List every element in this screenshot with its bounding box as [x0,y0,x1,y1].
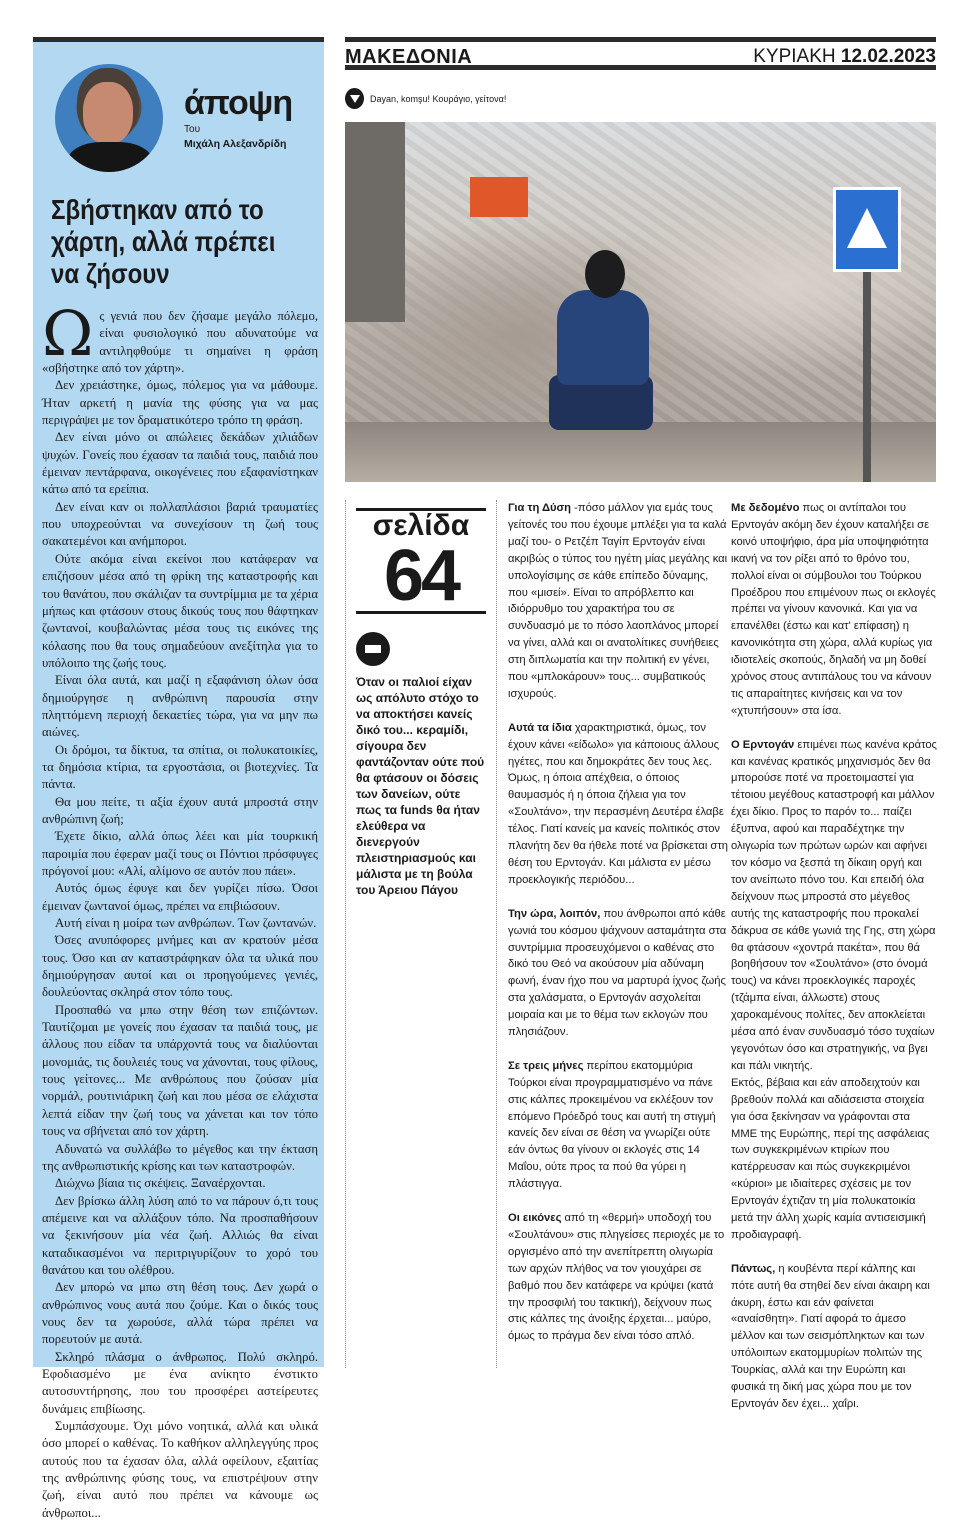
paragraph: Δεν βρίσκω άλλη λύση από το να πάρουν ό,τι τους απέμεινε και να αλλάξουν τόπο. Να προσπαθήσουν να ξεκινήσουν μία νέα ζωή. Αλλιώς θα είναι καταδικασμένοι να περιτριγυρίζουν το χορό του θανάτου και του ολέθρου. [42,1193,318,1277]
paragraph: Όσες ανυπόφορες μνήμες και αν κρατούν μέσα τους. Όσο και αν καταστράφηκαν όλα τα υλικά που δημιούργησαν αυτοί και οι προηγούμενες γενιές, δουλεύοντας σκληρά στον τόπο τους. [42,933,318,1000]
paragraph: Δεν είναι μόνο οι απώλειες δεκάδων χιλιάδων ψυχών. Γονείς που έχασαν τα παιδιά τους, παιδιά που έμειναν πεντάρφανα, οικογένειες που εξαφανίστηκαν κάτω από τα ερείπια. [42,430,318,497]
paragraph: Ούτε ακόμα είναι εκείνοι που κατάφεραν να επιζήσουν μέσα από τη φρίκη της καταστροφής και του θανάτου, που σκάλιζαν τα συντρίμμια με τα χέρια μήπως και φτάσουν στους δικούς τους που θάφτηκαν ζωντανοί, κουβαλώντας μέσα τους τις εικόνες της κόλασης που θα τους σημαδεύουν ανεξίτηλα για το υπόλοιπο της ζωής τους. [42,551,318,670]
author-name: Μιχάλη Αλεξανδρίδη [184,138,287,150]
paragraph: Είναι όλα αυτά, και μαζί η εξαφάνιση όλων όσα δημιούργησε η ανθρώπινη παρουσία στην πληττόμενη περιοχή δεκαετίες τώρα, για να μην πω αιώνες. [42,673,318,740]
drop-cap: Ω [42,297,94,370]
paragraph: Σκληρό πλάσμα ο άνθρωπος. Πολύ σκληρό. Εφοδιασμένο με ένα ανίκητο ένστικτο αυτοσυντήρησης, που του προσφέρει αστείρευτες δυνάμεις επιβίωσης. [42,1349,318,1416]
excavator [470,177,528,217]
paragraph: Οι εικόνες από τη «θερμή» υποδοχή του «Σουλτάνου» στις πληγείσες περιοχές με το οργισμένο από την ανεπίτρεπτη ολιγωρία των αρχών πλήθος να τον γιουχάρει σε βαθμό που δεν κατάφερε να κρύψει (κατά την προσφιλή του τακτική), δείχνουν πως στις κάλπες της άνοιξης έρχεται... μαύρο, όμως το πράγμα δεν είναι τόσο απλό. [508,1212,725,1343]
paragraph: Για τη Δύση -πόσο μάλλον για εμάς τους γείτονές του που έχουμε μπλέξει για τα καλά μαζί του- ο Ρετζέπ Ταγίπ Ερντογάν είναι ακριβώς ο τύπος του ηγέτη μίας μεγάλης και υπολογίσιμης σε κάθε επίπεδο δύναμης, που «μισεί». Είναι το απρόβλεπτο και ιδιόρρυθμο του χαρακτήρα του σε συνδυασμό με το πόσο λαοπλάνος μπορεί να γίνει, αλλά και οι ανατολίτικες συνήθειες στη διπλωματία και την πολιτική εν γένει, που «μπλοκάρουν» τους... συμβατικούς ισχυρούς. [508,502,728,700]
crosswalk-sign-icon [833,187,901,272]
paragraph: Αυτός όμως έφυγε και δεν γυρίζει πίσω. Όσοι έμειναν ζωντανοί όμως, πρέπει να επιβιώσουν. [42,881,318,913]
opinion-column [33,37,324,1520]
paragraph: Αυτά τα ίδια χαρακτηριστικά, όμως, τον έχουν κάνει «είδωλο» για κάποιους άλλους ηγέτες, που και δημοκράτες δεν τους λες. Όμως, η όποια απέχθεια, ο όποιος θαυμασμός ή η όποια ζήλεια για τον «Σουλτάνο», την περασμένη Δευτέρα έλαβε τέλος. Γιατί κανείς μα κανείς πολιτικός στον πλανήτη δεν θα ήθελε ποτέ να βρίσκεται στη θέση του Ερντογάν. Και μάλιστα εν μέσω προεκλογικής περιόδου... [508,721,728,886]
minus-circle-icon [356,632,390,666]
paragraph: Ο Ερντογάν επιμένει πως κανένα κράτος και κανένας κρατικός μηχανισμός δεν θα μπορούσε ποτέ να προετοιμαστεί για τέτοιου μεγέθους καταστροφή και μάλλον έχει δίκιο. Προς το παρόν το... παίζει έξυπνα, αφού και παραδέχτηκε την ολιγωρία των πρώτων ωρών και αφήνει τον κόσμο να ξεσπά τη δίκαιη οργή και τον ανείπωτο πόνο του. Και επειδή όλα δείχνουν πως μπροστά στο μέγεθος αυτής της καταστροφής που προκαλεί δάκρυα σε κάθε γωνιά της Γης, στη χώρα θα φτάσουν «χοντρά πακέτα», που θά βοηθήσουν τον «Σουλτάνο» (στο όνομά τους) να κάνει προεκλογικές παροχές (τζάμπα είναι, άλλωστε) στους χαροκαμένους πολίτες, δεν αποκλείεται μέσα από έναν συνδυασμό τόσο τυχαίων γεγονότων όσο και στρατηγικής, να βγει και πάλι νικητής. [731,738,937,1072]
kicker-text: Dayan, komşu! Κουράγιο, γείτονα! [370,93,507,104]
earthquake-photo [345,122,936,482]
paragraph: Θα μου πείτε, τι αξία έχουν αυτά μπροστά στην ανθρώπινη ζωή; [42,794,318,826]
photo-kicker [345,88,506,109]
article-column-1 [508,500,728,1362]
article-column-2 [731,500,937,1430]
paragraph: Με δεδομένο πως οι αντίπαλοι του Ερντογάν ακόμη δεν έχουν καταλήξει σε κοινό υποψήφιο, άρα μία υποψηφιότητα ικανή να τον ρίξει από το θρόνο του, πολλοί είναι οι σύμβουλοι του Τούρκου Προέδρου που επιμένουν πως οι εκλογές πρέπει να γίνουν κανονικά. Και για να επανέλθει (έστω και κατ' επίφαση) η κανονικότητα στη χώρα, αλλά κυρίως για ιδιοτελείς σκοπούς, δηλαδή να μη δοθεί χρόνος στους αντιπάλους του να κάνουν τις απαραίτητες κινήσεις και να τον «χτυπήσουν» στα ίσα. [731,502,936,717]
paragraph: Οι δρόμοι, τα δίκτυα, τα σπίτια, οι πολυκατοικίες, τα δημόσια κτίρια, τα εργοστάσια, οι βιοτεχνίες. Τα πάντα. [42,742,318,792]
author-avatar [55,64,163,172]
paragraph: Αυτή είναι η μοίρα των ανθρώπων. Των ζωντανών. [55,916,317,931]
paragraph: Διώχνω βίαια τις σκέψεις. Ξαναέρχονται. [55,1176,266,1191]
section-label: άποψη [184,84,293,122]
paragraph: Αδυνατώ να συλλάβω το μέγεθος και την έκταση της ανθρωπιστικής κρίσης και των καταστροφών. [42,1141,318,1173]
page-number: 64 [356,541,486,614]
paragraph: Δεν χρειάστηκε, όμως, πόλεμος για να μάθουμε. Ήταν αρκετή η μανία της φύσης για να μας περιγράψει με τον δραματικότερο τρόπο τη φράση. [42,378,318,428]
paragraph: Ως γενιά που δεν ζήσαμε μεγάλο πόλεμο, είναι φυσιολογικό που αδυνατούμε να αντιληφθούμε τι σημαίνει η φράση «σβήστηκε από τον χάρτη». [42,297,318,376]
opinion-body [42,297,318,1522]
newspaper-name: ΜΑΚΕΔΟΝΙΑ [345,46,473,68]
page-reference-box [345,500,497,1368]
paragraph: Προσπαθώ να μπω στην θέση των επιζώντων. Ταυτίζομαι με γονείς που έχασαν τα παιδιά τους, με άλλους που είδαν τα υπάρχοντά τους να διαλύονται μονομιάς, τις δουλειές τους να χάνονται, τους φίλους, τους γείτονες... Με ανθρώπους που ζούσαν μία νορμάλ, ρουτινιάρικη ζωή και που μέσα σε ελάχιστα λεπτά είδαν την ζωή τους να χάνεται και τον τόπο τους να σβήνεται από τον χάρτη. [42,1002,318,1139]
paragraph: Δεν μπορώ να μπω στη θέση τους. Δεν χωρά ο ανθρώπινος νους αυτά που ζούμε. Και ο δικός τους νους δεν τα χωρούσε, αλλά τώρα πρέπει να πορευτούν με αυτά. [42,1280,318,1347]
byline-prefix: Του [184,124,201,135]
issue-date: ΚΥΡΙΑΚΗ 12.02.2023 [753,46,936,67]
page-word: σελίδα [356,508,486,541]
paragraph: Δεν είναι καν οι πολλαπλάσιοι βαριά τραυματίες που υποχρεούνται να συνεχίσουν τη ζωή τους σακατεμένοι και ανήμποροι. [42,499,318,549]
paragraph: Εκτός, βέβαια και εάν αποδειχτούν και βρεθούν πολλά και αδιάσειστα στοιχεία για όσα ξεκίνησαν να γράφονται στα ΜΜΕ της Ευρώπης, περί της ασφάλειας των συγκεκριμένων κτιρίων που κατέρρευσαν και πώς συγκεκριμένοι «κύριοι» με ιδιαίτερες σχέσεις με τον Ερντογάν έχτιζαν τη μία πολυκατοικία μετά την άλλη χωρίς καμία αντισεισμική προδιαγραφή. [731,1076,930,1241]
paragraph: Έχετε δίκιο, αλλά όπως λέει και μία τουρκική παροιμία που έφεραν μαζί τους οι Πόντιοι πρόσφυγες πρόγονοί μου: «Αλί, αλίμονο σε αυτόν που πάει». [42,829,318,878]
page-blurb: Όταν οι παλιοί είχαν ως απόλυτο στόχο το να αποκτήσει κανείς δικό του... κεραμίδι, σίγουρα δεν φαντάζονταν ούτε πού θα φτάσουν οι δόσεις των δανείων, ούτε πως τα funds θα ήταν ελεύθερα να διενεργούν πλειστηριασμούς και μάλιστα με τη βούλα του Άρειου Πάγου [356,675,485,897]
opinion-headline: Σβήστηκαν από το χάρτη, αλλά πρέπει να ζήσουν [51,194,276,289]
seated-man [545,250,655,450]
paragraph: Σε τρεις μήνες περίπου εκατομμύρια Τούρκοι είναι προγραμματισμένο να πάνε στις κάλπες προκειμένου να εκλέξουν τον επόμενο Πρόεδρό τους και αυτή τη στιγμή κανείς δεν είναι σε θέση να γνωρίζει ούτε εάν όντως θα γίνουν οι εκλογές στις 14 Μαΐου, ούτε προς τα πού θα γύρει η πλάστιγγα. [508,1059,716,1191]
paragraph: Πάντως, η κουβέντα περί κάλπης και πότε αυτή θα στηθεί δεν είναι άκαιρη και άκυρη, έστω και εάν φαίνεται «αναίσθητη». Γιατί αφορά το άμεσο μέλλον και των σεισμόπληκτων και των υπόλοιπων εκατομμυρίων πολιτών της Τουρκίας, αλλά και την Ευρώπη και φυσικά τη δική μας χώρα που με τον Ερντογάν δεν έχει... χαΐρι. [731,1262,930,1410]
paragraph: Συμπάσχουμε. Όχι μόνο νοητικά, αλλά και υλικά όσο μπορεί ο καθένας. Το καθήκον αλληλεγγύης προς αυτούς που τα έχασαν όλα, αλλά οφείλουν, εξαιτίας της ανθρώπινης φύσης τους, να επιστρέψουν στην ζωή, είναι αυτό που πρέπει να κάνουμε ως άνθρωποι... [42,1419,318,1520]
masthead [345,37,936,70]
paragraph: Την ώρα, λοιπόν, που άνθρωποι από κάθε γωνιά του κόσμου ψάχνουν ασταμάτητα στα συντρίμμια προσευχόμενοι ο καθένας στο δικό του Θεό να ακούσουν μία αδύναμη φωνή, έναν ήχο που να μαρτυρά ίχνος ζωής στα χαλάσματα, ο Ερντογάν ασχολείται μοιραία και με το θέμα των εκλογών που πλησιάζουν. [508,907,727,1039]
triangle-down-icon [345,88,364,109]
